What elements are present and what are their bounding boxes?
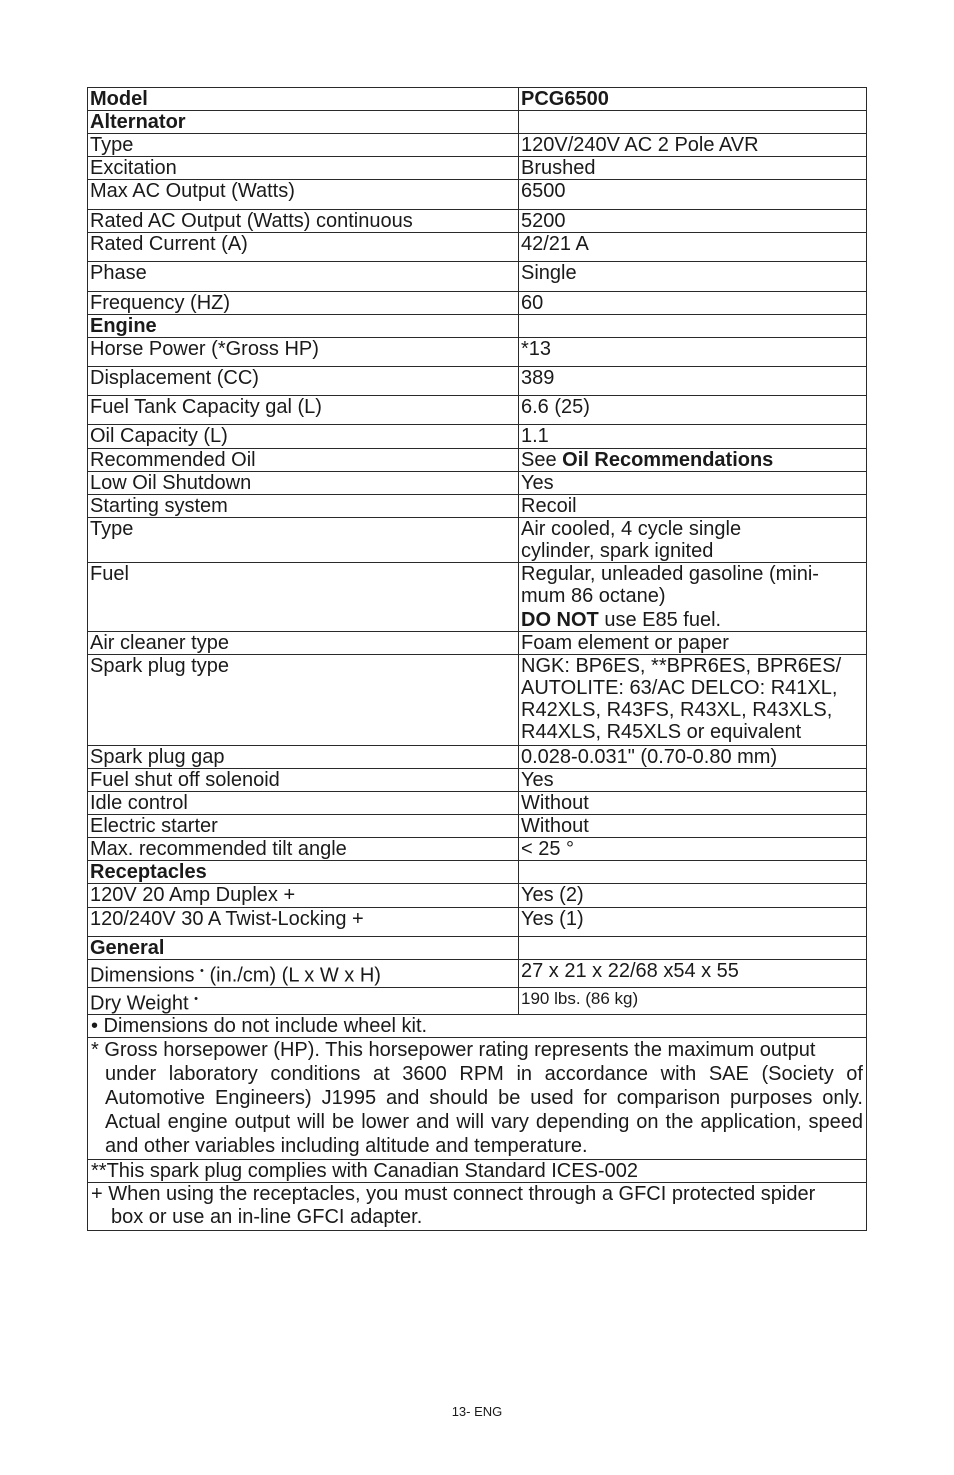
- table-row: [88, 563, 867, 632]
- dimensions-label: Dimensions: [90, 964, 195, 987]
- row-value: [519, 518, 867, 563]
- note-first-line: * Gross horsepower (HP). This horsepower rating represents the maximum output: [91, 1039, 816, 1062]
- section-title: General: [88, 937, 519, 960]
- value-line: Regular, unleaded gasoline (mini-: [521, 563, 819, 585]
- row-label: Spark plug gap: [88, 746, 519, 769]
- section-title: Receptacles: [88, 861, 519, 884]
- row-value: Single: [519, 262, 867, 292]
- row-value: 42/21 A: [519, 233, 867, 262]
- footnote-mark: •: [194, 992, 198, 1005]
- section-receptacles: [88, 861, 867, 884]
- section-empty-cell: [519, 861, 867, 884]
- row-label: 120/240V 30 A Twist-Locking +: [88, 908, 519, 937]
- row-label: Max AC Output (Watts): [88, 180, 519, 210]
- table-row: [88, 884, 867, 908]
- row-label: Fuel: [88, 563, 519, 632]
- model-value: PCG6500: [519, 88, 867, 111]
- row-label: Horse Power (*Gross HP): [88, 338, 519, 367]
- value-line: [521, 609, 864, 631]
- table-row: [88, 792, 867, 815]
- note-continuation: box or use an in-line GFCI adapter.: [111, 1206, 423, 1229]
- table-row: [88, 472, 867, 495]
- row-value: Brushed: [519, 157, 867, 180]
- table-row: [88, 396, 867, 425]
- row-label: Fuel Tank Capacity gal (L): [88, 396, 519, 425]
- row-value: Without: [519, 815, 867, 838]
- row-value: [519, 563, 867, 632]
- table-row: [88, 262, 867, 292]
- row-label: Low Oil Shutdown: [88, 472, 519, 495]
- row-value: Foam element or paper: [519, 632, 867, 655]
- table-row: [88, 495, 867, 518]
- row-label: Air cleaner type: [88, 632, 519, 655]
- table-row: [88, 769, 867, 792]
- page-number: 13- ENG: [451, 1404, 503, 1419]
- model-label: Model: [88, 88, 519, 111]
- table-row: [88, 210, 867, 233]
- footnote-mark: •: [200, 965, 204, 977]
- value-line: R42XLS, R43FS, R43XL, R43XLS,: [521, 699, 833, 721]
- row-label: Max. recommended tilt angle: [88, 838, 519, 861]
- section-alternator: [88, 111, 867, 134]
- row-label: Spark plug type: [88, 655, 519, 746]
- section-title: Alternator: [88, 111, 519, 134]
- table-row: [88, 518, 867, 563]
- note-row: [88, 1015, 867, 1038]
- row-value: 1.1: [519, 425, 867, 449]
- row-value: 6.6 (25): [519, 396, 867, 425]
- table-row: [88, 746, 867, 769]
- note-continuation: under laboratory conditions at 3600 RPM in accordance with SAE (Society of Automotive Engineers) J1995 and should be used for comparison purposes only. Actual engine output will be lower and will vary depending on the application, speed and other variables including altitude and temperature.: [105, 1063, 863, 1158]
- row-label: Recommended Oil: [88, 449, 519, 472]
- row-value: 27 x 21 x 22/68 x54 x 55: [519, 960, 867, 988]
- row-value: [519, 449, 867, 472]
- row-label: Rated AC Output (Watts) continuous: [88, 210, 519, 233]
- row-label: Phase: [88, 262, 519, 292]
- do-not-warning: DO NOT: [521, 609, 599, 631]
- table-row: [88, 815, 867, 838]
- table-row: [88, 908, 867, 937]
- dimensions-units: (in./cm) (L x W x H): [203, 964, 381, 987]
- oil-recommendations-reference: Oil Recommendations: [562, 449, 774, 471]
- row-value: 389: [519, 367, 867, 396]
- row-label: [88, 960, 519, 988]
- row-label: 120V 20 Amp Duplex +: [88, 884, 519, 908]
- section-empty-cell: [519, 315, 867, 338]
- table-row: [88, 157, 867, 180]
- row-value: 6500: [519, 180, 867, 210]
- row-value: Yes: [519, 472, 867, 495]
- row-label: Starting system: [88, 495, 519, 518]
- row-label: Frequency (HZ): [88, 292, 519, 315]
- value-prefix: See: [521, 449, 563, 471]
- row-value: Yes: [519, 769, 867, 792]
- row-label: Type: [88, 134, 519, 157]
- dimensions-note: • Dimensions do not include wheel kit.: [88, 1015, 867, 1038]
- dry-weight-label: Dry Weight: [90, 992, 195, 1015]
- gross-hp-note: [88, 1038, 867, 1160]
- table-row: [88, 425, 867, 449]
- section-empty-cell: [519, 111, 867, 134]
- row-value: Recoil: [519, 495, 867, 518]
- specifications-table: [87, 87, 867, 1231]
- value-line: Air cooled, 4 cycle single: [521, 518, 742, 540]
- model-row: [88, 88, 867, 111]
- table-row: [88, 960, 867, 988]
- row-value: Yes (1): [519, 908, 867, 937]
- row-label: Idle control: [88, 792, 519, 815]
- section-engine: [88, 315, 867, 338]
- section-general: [88, 937, 867, 960]
- row-value: 0.028-0.031" (0.70-0.80 mm): [519, 746, 867, 769]
- table-row: [88, 233, 867, 262]
- row-value: 5200: [519, 210, 867, 233]
- note-row: [88, 1160, 867, 1183]
- section-empty-cell: [519, 937, 867, 960]
- row-label: Fuel shut off solenoid: [88, 769, 519, 792]
- row-label: Oil Capacity (L): [88, 425, 519, 449]
- table-row: [88, 449, 867, 472]
- row-value: Yes (2): [519, 884, 867, 908]
- row-value: 190 lbs. (86 kg): [519, 987, 867, 1015]
- value-line: NGK: BP6ES, **BPR6ES, BPR6ES/: [521, 655, 842, 677]
- row-value: 120V/240V AC 2 Pole AVR: [519, 134, 867, 157]
- note-row: [88, 1038, 867, 1160]
- table-row: [88, 987, 867, 1015]
- section-title: Engine: [88, 315, 519, 338]
- row-label: Displacement (CC): [88, 367, 519, 396]
- table-row: [88, 367, 867, 396]
- value-suffix: use E85 fuel.: [598, 609, 722, 631]
- row-value: *13: [519, 338, 867, 367]
- value-line: cylinder, spark ignited: [521, 540, 714, 562]
- row-label: Excitation: [88, 157, 519, 180]
- note-first-line: + When using the receptacles, you must connect through a GFCI protected spider: [91, 1183, 816, 1206]
- table-row: [88, 632, 867, 655]
- row-value: < 25 °: [519, 838, 867, 861]
- row-label: [88, 987, 519, 1015]
- table-row: [88, 180, 867, 210]
- row-value: 60: [519, 292, 867, 315]
- row-label: Rated Current (A): [88, 233, 519, 262]
- row-label: Type: [88, 518, 519, 563]
- row-label: Electric starter: [88, 815, 519, 838]
- table-row: [88, 134, 867, 157]
- table-row: [88, 655, 867, 746]
- row-value: [519, 655, 867, 746]
- value-line: R44XLS, R45XLS or equivalent: [521, 721, 802, 743]
- table-row: [88, 338, 867, 367]
- value-line: mum 86 octane): [521, 585, 666, 607]
- row-value: Without: [519, 792, 867, 815]
- value-line: AUTOLITE: 63/AC DELCO: R41XL,: [521, 677, 838, 699]
- note-row: [88, 1183, 867, 1231]
- table-row: [88, 838, 867, 861]
- table-row: [88, 292, 867, 315]
- spark-plug-note: **This spark plug complies with Canadian Standard ICES-002: [88, 1160, 867, 1183]
- receptacles-note: [88, 1183, 867, 1231]
